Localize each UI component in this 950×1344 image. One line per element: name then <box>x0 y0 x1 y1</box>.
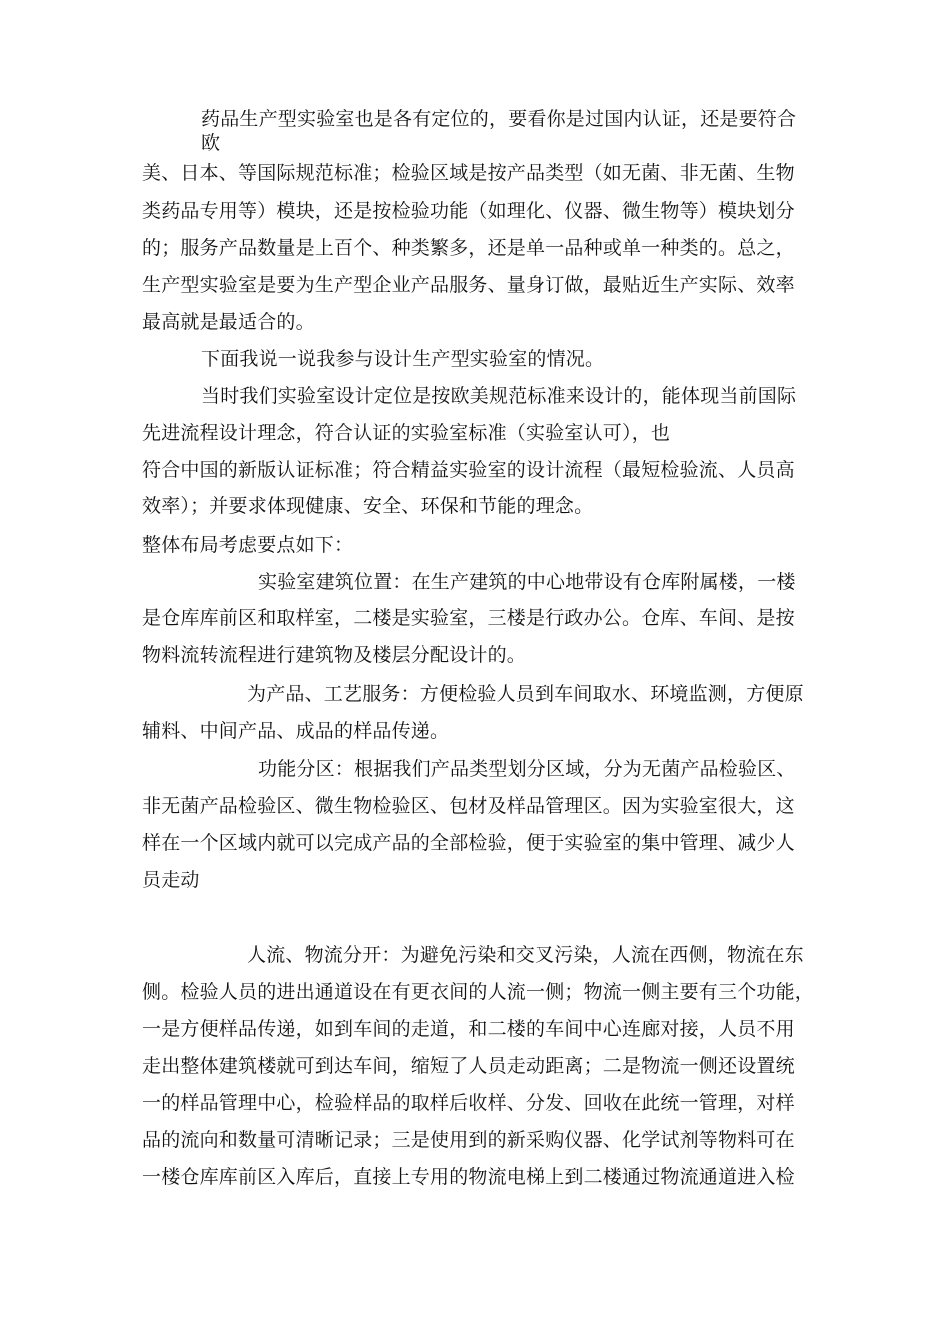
text-line: 功能分区：根据我们产品类型划分区域，分为无菌产品检验区、 <box>258 758 796 780</box>
text-line: 样在一个区域内就可以完成产品的全部检验，便于实验室的集中管理、减少人 <box>142 832 795 854</box>
text-line: 人流、物流分开：为避免污染和交叉污染，人流在西侧，物流在东 <box>247 944 804 966</box>
text-line: 下面我说一说我参与设计生产型实验室的情况。 <box>201 348 605 370</box>
text-line: 辅料、中间产品、成品的样品传递。 <box>142 720 450 742</box>
text-line: 效率）；并要求体现健康、安全、环保和节能的理念。 <box>142 495 594 517</box>
text-line: 走出整体建筑楼就可到达车间，缩短了人员走动距离；二是物流一侧还设置统 <box>142 1055 795 1077</box>
text-line: 先进流程设计理念，符合认证的实验室标准（实验室认可），也 <box>142 422 671 444</box>
text-line: 为产品、工艺服务：方便检验人员到车间取水、环境监测，方便原 <box>247 683 804 705</box>
text-line: 美、日本、等国际规范标准；检验区域是按产品类型（如无菌、非无菌、生物 <box>142 162 795 184</box>
text-line: 一的样品管理中心，检验样品的取样后收样、分发、回收在此统一管理，对样 <box>142 1092 795 1114</box>
text-line: 生产型实验室是要为生产型企业产品服务、量身订做，最贴近生产实际、效率 <box>142 274 795 296</box>
text-line: 一楼仓库库前区入库后，直接上专用的物流电梯上到二楼通过物流通道进入检 <box>142 1166 795 1188</box>
text-line: 当时我们实验室设计定位是按欧美规范标准来设计的，能体现当前国际 <box>201 385 797 407</box>
text-line: 最高就是最适合的。 <box>142 311 315 333</box>
text-line: 欧 <box>201 132 221 154</box>
text-line: 物料流转流程进行建筑物及楼层分配设计的。 <box>142 644 527 666</box>
text-line: 一是方便样品传递，如到车间的走道，和二楼的车间中心连廊对接，人员不用 <box>142 1018 795 1040</box>
text-line: 整体布局考虑要点如下： <box>142 534 354 556</box>
text-line: 的；服务产品数量是上百个、种类繁多，还是单一品种或单一种类的。总之， <box>142 237 795 259</box>
text-line: 是仓库库前区和取样室，二楼是实验室，三楼是行政办公。仓库、车间、是按 <box>142 607 795 629</box>
text-line: 非无菌产品检验区、微生物检验区、包材及样品管理区。因为实验室很大，这 <box>142 795 795 817</box>
text-line: 员走动 <box>142 869 200 891</box>
text-line: 药品生产型实验室也是各有定位的，要看你是过国内认证，还是要符合 <box>201 108 797 130</box>
text-line: 实验室建筑位置：在生产建筑的中心地带设有仓库附属楼，一楼 <box>258 571 796 593</box>
text-line: 类药品专用等）模块，还是按检验功能（如理化、仪器、微生物等）模块划分 <box>142 200 795 222</box>
text-line: 符合中国的新版认证标准；符合精益实验室的设计流程（最短检验流、人员高 <box>142 459 795 481</box>
text-line: 侧。检验人员的进出通道设在有更衣间的人流一侧；物流一侧主要有三个功能， <box>142 981 815 1003</box>
text-line: 品的流向和数量可清晰记录；三是使用到的新采购仪器、化学试剂等物料可在 <box>142 1129 795 1151</box>
